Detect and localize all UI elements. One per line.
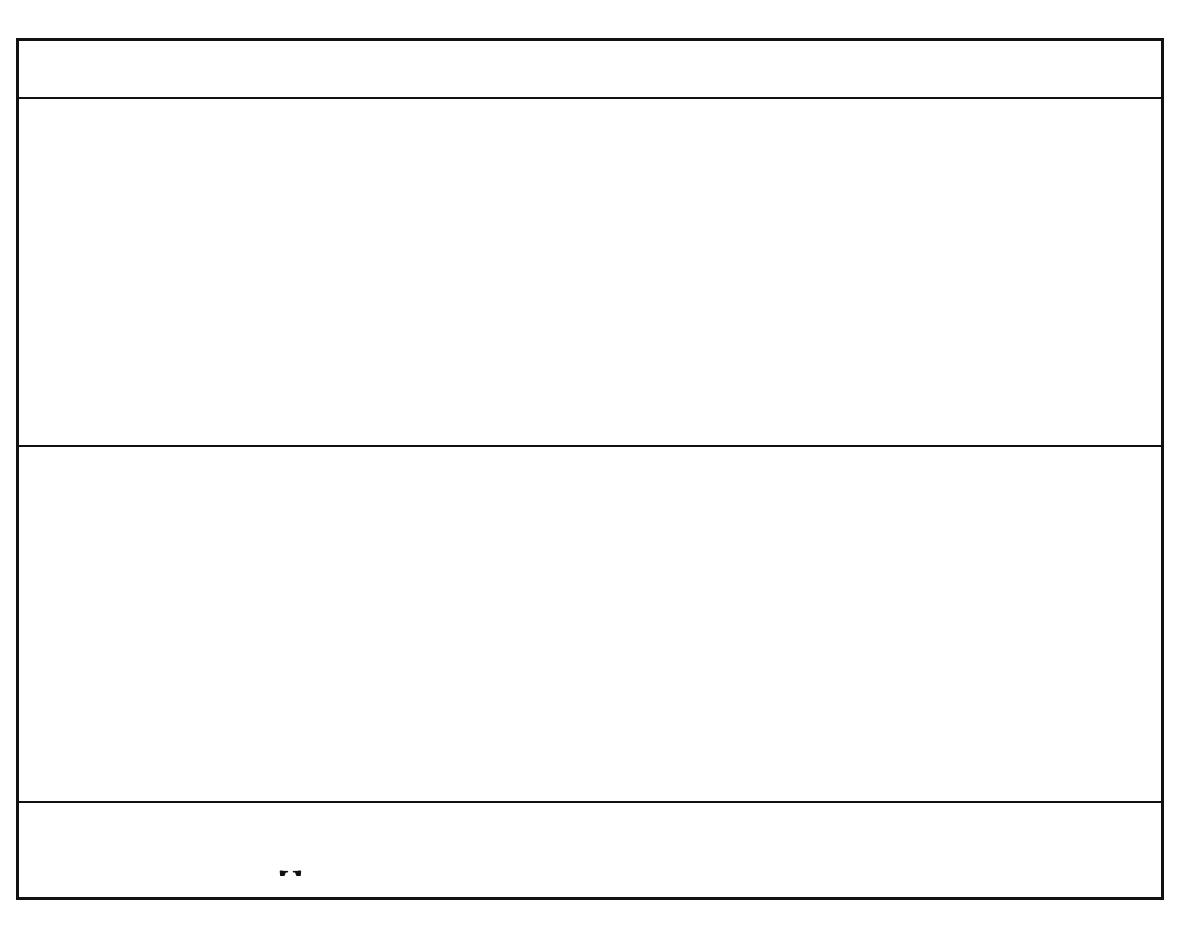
timetable-header: [19, 41, 1161, 99]
section-padova-bassano: [19, 447, 1161, 797]
section-bassano-padova: [19, 97, 1161, 445]
pointing-hand-icon: ☛: [279, 868, 289, 880]
footer-notes: [19, 803, 1161, 898]
service-note: [279, 867, 302, 880]
timetable-frame: [16, 38, 1164, 900]
pointing-hand-icon: ☚: [291, 868, 302, 880]
